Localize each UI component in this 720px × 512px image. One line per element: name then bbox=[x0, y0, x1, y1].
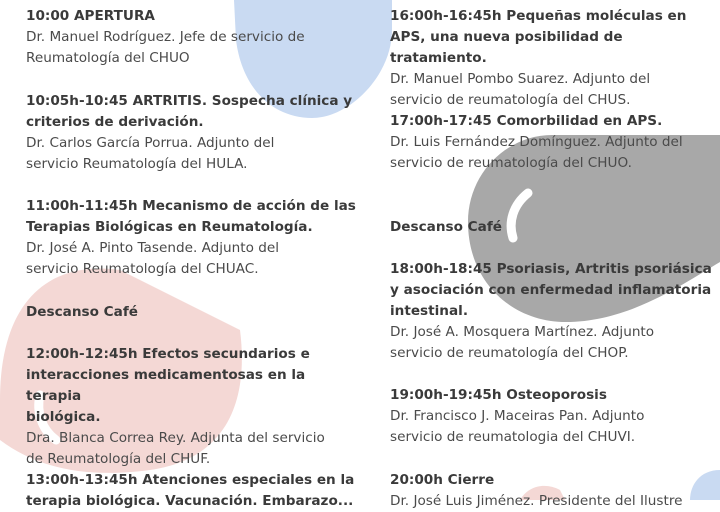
session-title: 19:00h-19:45h Osteoporosis bbox=[390, 387, 607, 403]
speaker-line: Dr. José A. Pinto Tasende. Adjunto del bbox=[26, 240, 280, 256]
session-title: interacciones medicamentosas en la terapia bbox=[26, 367, 306, 404]
speaker-line: servicio de reumatología del CHOP. bbox=[390, 345, 629, 361]
schedule-item bbox=[26, 6, 356, 69]
session-title: Terapias Biológicas en Reumatología. bbox=[26, 219, 313, 235]
speaker-line: servicio Reumatología del CHUAC. bbox=[26, 261, 259, 277]
session-title: 11:00h-11:45h Mecanismo de acción de las bbox=[26, 198, 356, 214]
schedule-item bbox=[390, 111, 715, 174]
schedule-item bbox=[390, 385, 715, 448]
speaker-line: servicio de reumatologia del CHUVI. bbox=[390, 429, 636, 445]
speaker-line: Dr. Francisco J. Maceiras Pan. Adjunto bbox=[390, 408, 645, 424]
schedule-item bbox=[26, 344, 356, 470]
speaker-line: Reumatología del CHUO bbox=[26, 50, 190, 66]
session-title: biológica. bbox=[26, 409, 101, 425]
break-label: Descanso Café bbox=[390, 219, 502, 235]
speaker-line: servicio Reumatología del HULA. bbox=[26, 156, 248, 172]
schedule-item bbox=[390, 259, 715, 364]
schedule-item-break bbox=[390, 217, 715, 238]
speaker-line: de Reumatología del CHUF. bbox=[26, 451, 211, 467]
session-title: APS, una nueva posibilidad de tratamiento. bbox=[390, 29, 623, 66]
speaker-line: Dr. Luis Fernández Domínguez. Adjunto del bbox=[390, 134, 683, 150]
session-title: y asociación con enfermedad inflamatoria bbox=[390, 282, 712, 298]
break-label: Descanso Café bbox=[26, 304, 138, 320]
speaker-line: servicio de reumatología del CHUS. bbox=[390, 92, 631, 108]
session-title: 17:00h-17:45 Comorbilidad en APS. bbox=[390, 113, 663, 129]
schedule-item bbox=[390, 6, 715, 111]
session-title: criterios de derivación. bbox=[26, 114, 204, 130]
session-title: 20:00h Cierre bbox=[390, 472, 495, 488]
schedule-item-break bbox=[26, 302, 356, 323]
session-title: 12:00h-12:45h Efectos secundarios e bbox=[26, 346, 310, 362]
schedule-item bbox=[26, 470, 356, 512]
speaker-line: Dr. Manuel Rodríguez. Jefe de servicio de bbox=[26, 29, 305, 45]
schedule-item bbox=[26, 196, 356, 280]
session-title: terapia biológica. Vacunación. Embarazo... bbox=[26, 493, 354, 509]
speaker-line: Dr. Carlos García Porrua. Adjunto del bbox=[26, 135, 275, 151]
speaker-line: Dra. Blanca Correa Rey. Adjunta del servicio bbox=[26, 430, 325, 446]
session-title: 18:00h-18:45 Psoriasis, Artritis psoriásica bbox=[390, 261, 712, 277]
session-title: 13:00h-13:45h Atenciones especiales en la bbox=[26, 472, 355, 488]
speaker-line: servicio de reumatología del CHUO. bbox=[390, 155, 632, 171]
schedule-item bbox=[26, 91, 356, 175]
speaker-line: Dr. Manuel Pombo Suarez. Adjunto del bbox=[390, 71, 651, 87]
session-title: 10:00 APERTURA bbox=[26, 8, 155, 24]
speaker-line: Dr. José A. Mosquera Martínez. Adjunto bbox=[390, 324, 655, 340]
session-title: 10:05h-10:45 ARTRITIS. Sospecha clínica y bbox=[26, 93, 353, 109]
session-title: intestinal. bbox=[390, 303, 468, 319]
speaker-line: Dr. José Luis Jiménez. Presidente del Ilustre bbox=[390, 493, 683, 509]
session-title: 16:00h-16:45h Pequeñas moléculas en bbox=[390, 8, 687, 24]
schedule-item bbox=[390, 470, 715, 512]
